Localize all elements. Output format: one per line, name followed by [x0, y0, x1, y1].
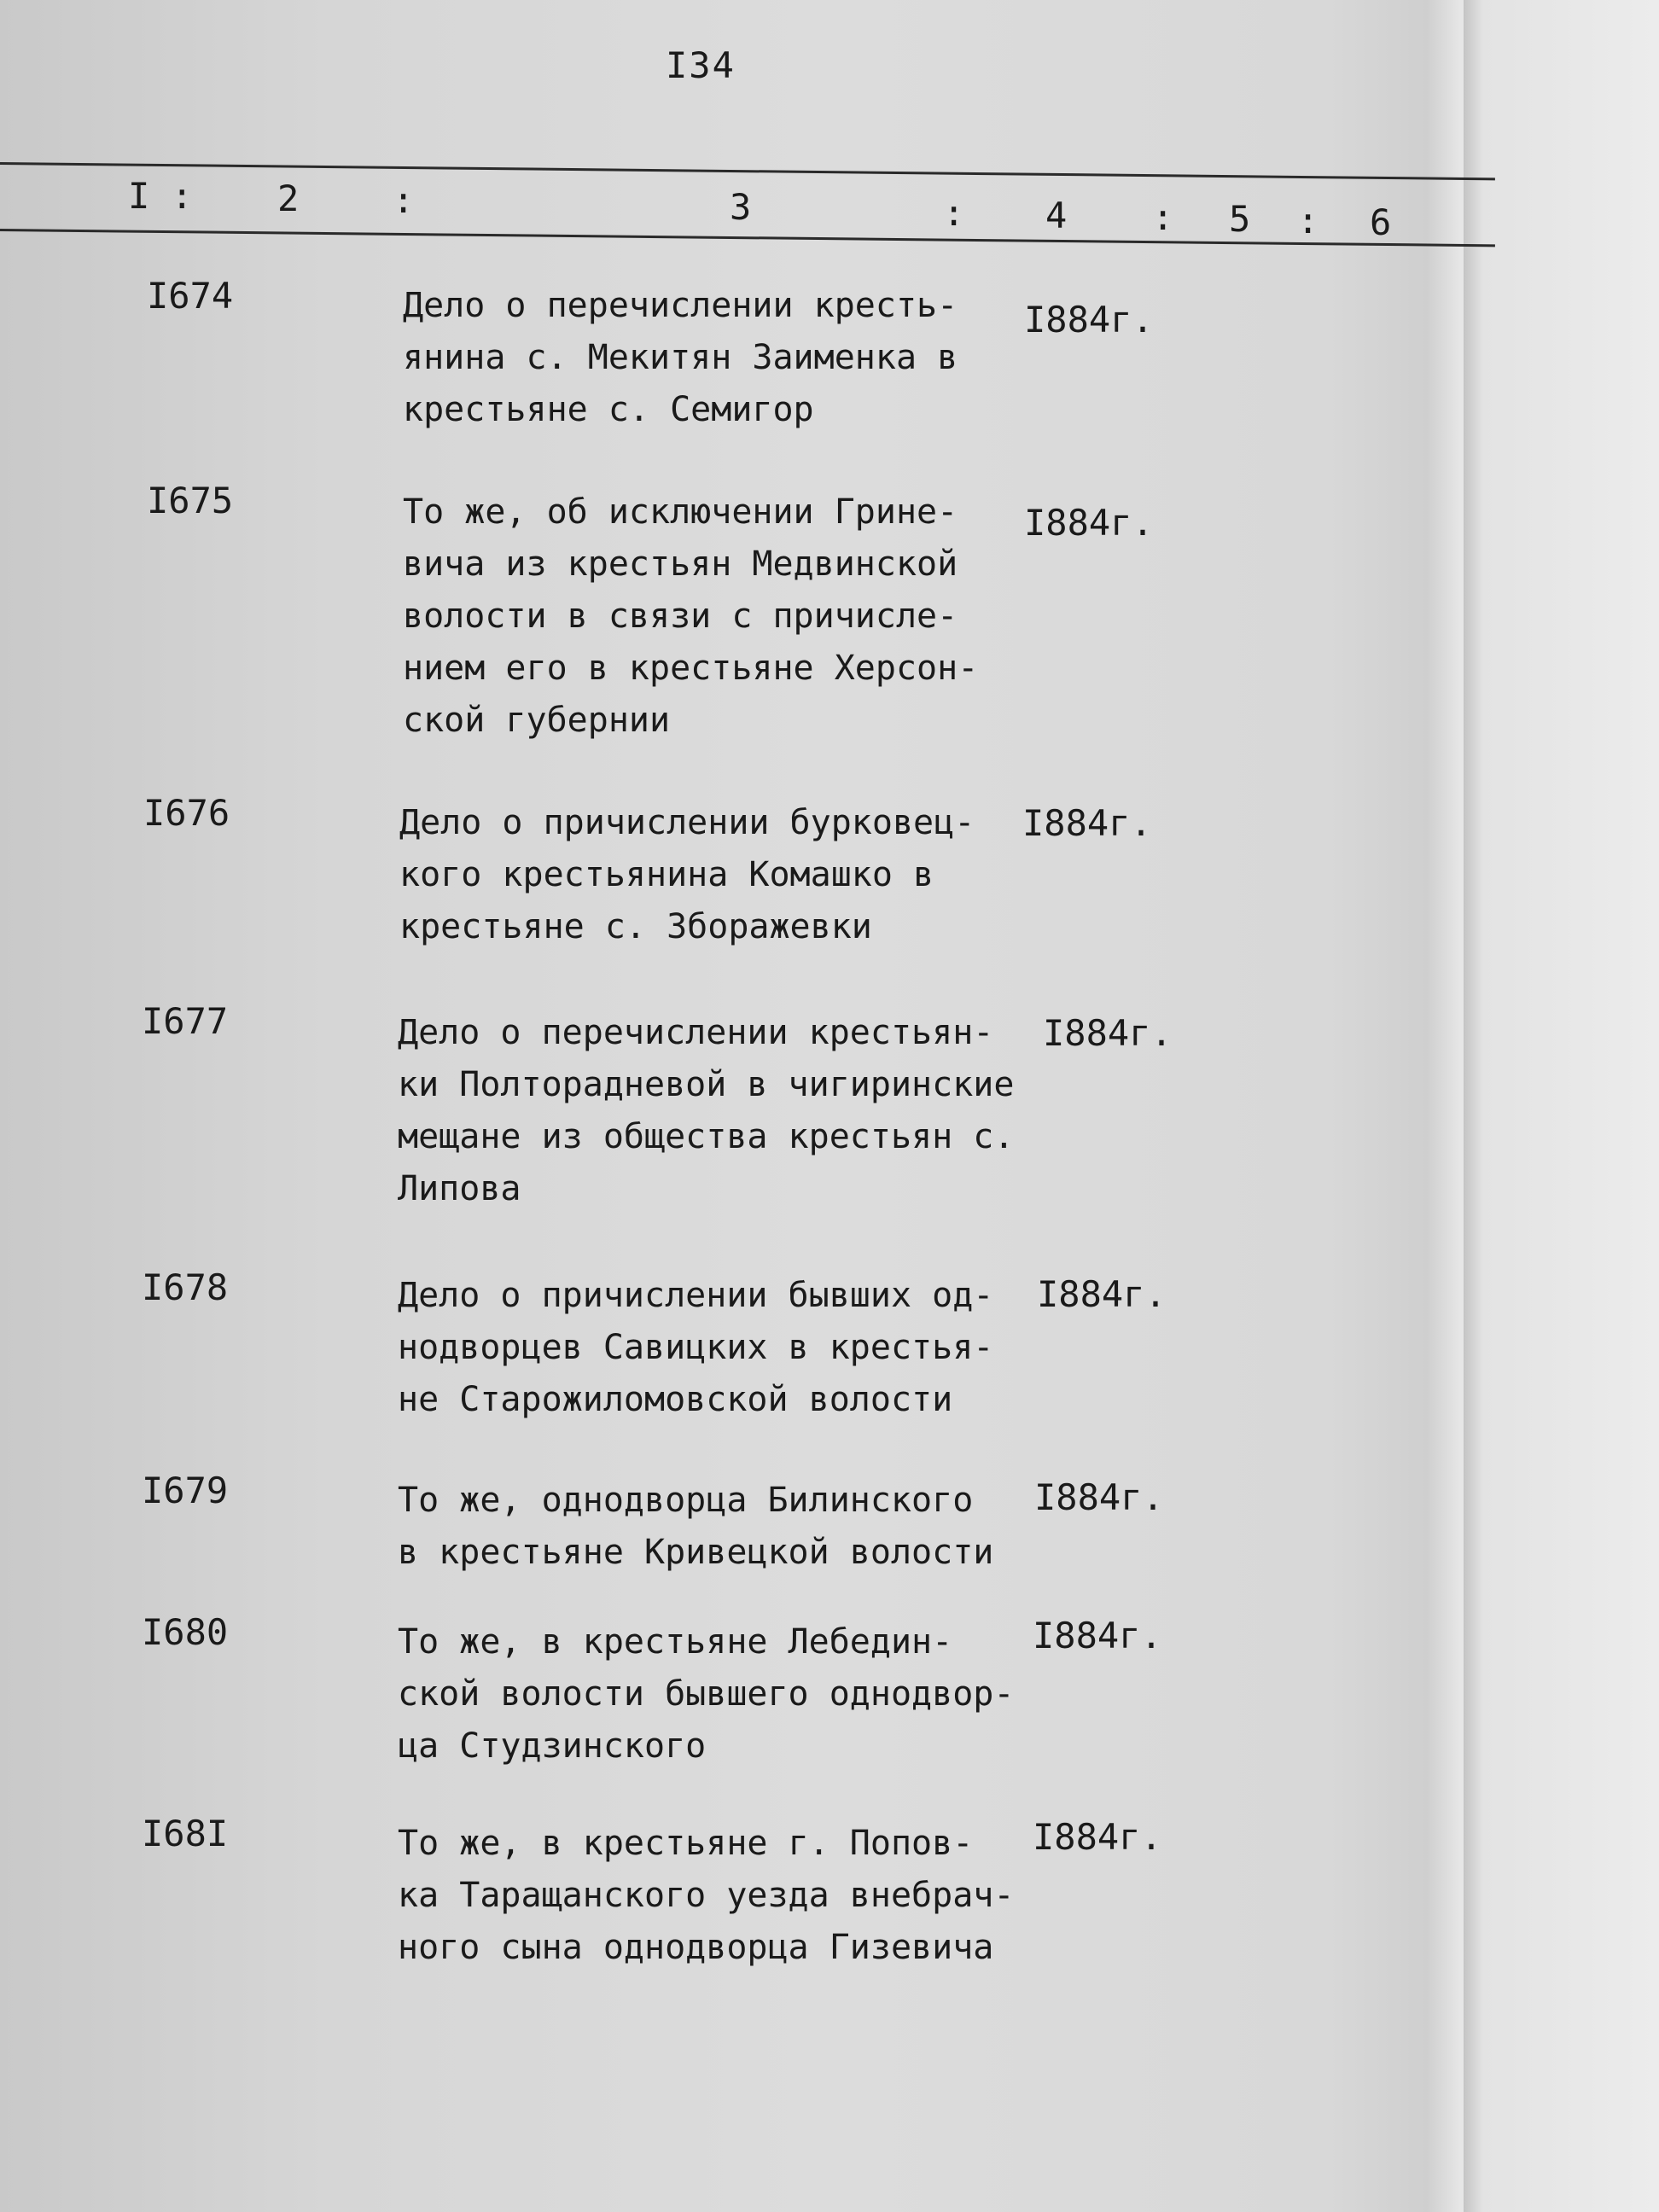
description-line: ца Студзинского — [398, 1726, 707, 1766]
entry-number: I679 — [142, 1470, 229, 1511]
entry-year: I884г. — [1043, 1012, 1173, 1054]
description-line: крестьяне с. Семигор — [403, 390, 814, 429]
description-line: Липова — [398, 1169, 521, 1208]
column-separator: : — [1297, 200, 1319, 242]
entry-number: I676 — [143, 792, 230, 834]
entry-description — [403, 486, 1051, 747]
description-line: крестьяне с. Збоpажевки — [399, 907, 872, 946]
description-line: нодворцев Савицких в крестья- — [398, 1328, 994, 1367]
description-line: Дело о причислении бывших од- — [398, 1276, 994, 1315]
entry-number: I674 — [147, 275, 234, 317]
description-line: Дело о перечислении крестьян- — [398, 1013, 994, 1052]
page-fold-shadow — [1464, 0, 1659, 2212]
description-line: мещане из общества крестьян с. — [398, 1117, 1015, 1156]
column-header-4: 4 — [1045, 195, 1068, 236]
description-line: кого крестьянина Комашко в — [399, 855, 934, 894]
entry-year: I884г. — [1022, 802, 1152, 844]
description-line: Дело о перечислении кресть- — [403, 286, 958, 325]
entry-year: I884г. — [1024, 502, 1154, 544]
description-line: в крестьяне Кривецкой волости — [398, 1533, 994, 1572]
header-top-rule — [0, 162, 1495, 180]
description-line: То же, однодворца Билинского — [398, 1481, 974, 1520]
column-header-1: I : — [128, 175, 193, 217]
column-separator: : — [393, 179, 415, 221]
description-line: вича из крестьян Медвинской — [403, 544, 958, 584]
description-line: ного сына однодворца Гизевича — [398, 1928, 994, 1967]
entry-number: I677 — [142, 1000, 229, 1042]
description-line: нием его в крестьяне Херсон- — [403, 649, 979, 688]
entry-description — [398, 1616, 1046, 1773]
column-header-2: 2 — [277, 178, 300, 219]
column-separator: : — [1152, 196, 1174, 238]
entry-description — [399, 797, 1048, 953]
header-bottom-rule — [0, 229, 1495, 247]
entry-year: I884г. — [1037, 1273, 1167, 1315]
entry-number: I678 — [142, 1266, 229, 1308]
description-line: ка Таращанского уезда внебрач- — [398, 1876, 1015, 1915]
entry-description — [403, 280, 1051, 436]
description-line: То же, об исключении Грине- — [403, 492, 958, 532]
description-line: не Старожиломовской волости — [398, 1380, 953, 1419]
entry-year: I884г. — [1033, 1816, 1162, 1858]
entry-number: I68I — [142, 1813, 229, 1854]
entry-description — [398, 1270, 1046, 1426]
description-line: ской губернии — [403, 701, 671, 740]
description-line: волости в связи с причисле- — [403, 597, 958, 636]
description-line: янина с. Мекитян Заименка в — [403, 338, 958, 377]
column-header-5: 5 — [1229, 198, 1251, 240]
column-header-6: 6 — [1370, 201, 1392, 243]
description-line: ки Полторадневой в чигиринские — [398, 1065, 1015, 1104]
entry-description — [398, 1818, 1046, 1974]
description-line: То же, в крестьяне Лебедин- — [398, 1622, 953, 1662]
description-line: То же, в крестьяне г. Попов- — [398, 1824, 974, 1863]
entry-description — [398, 1475, 1046, 1579]
description-line: Дело о причислении бурковец- — [399, 803, 975, 842]
entry-year: I884г. — [1034, 1476, 1164, 1518]
description-line: ской волости бывшего однодвор- — [398, 1674, 1015, 1714]
entry-year: I884г. — [1024, 299, 1154, 341]
column-separator: : — [943, 192, 965, 234]
entry-number: I675 — [147, 480, 234, 521]
page-number: I34 — [666, 44, 736, 86]
entry-number: I680 — [142, 1611, 229, 1653]
column-header-3: 3 — [730, 186, 752, 228]
entry-year: I884г. — [1033, 1615, 1162, 1656]
entry-description — [398, 1007, 1046, 1215]
